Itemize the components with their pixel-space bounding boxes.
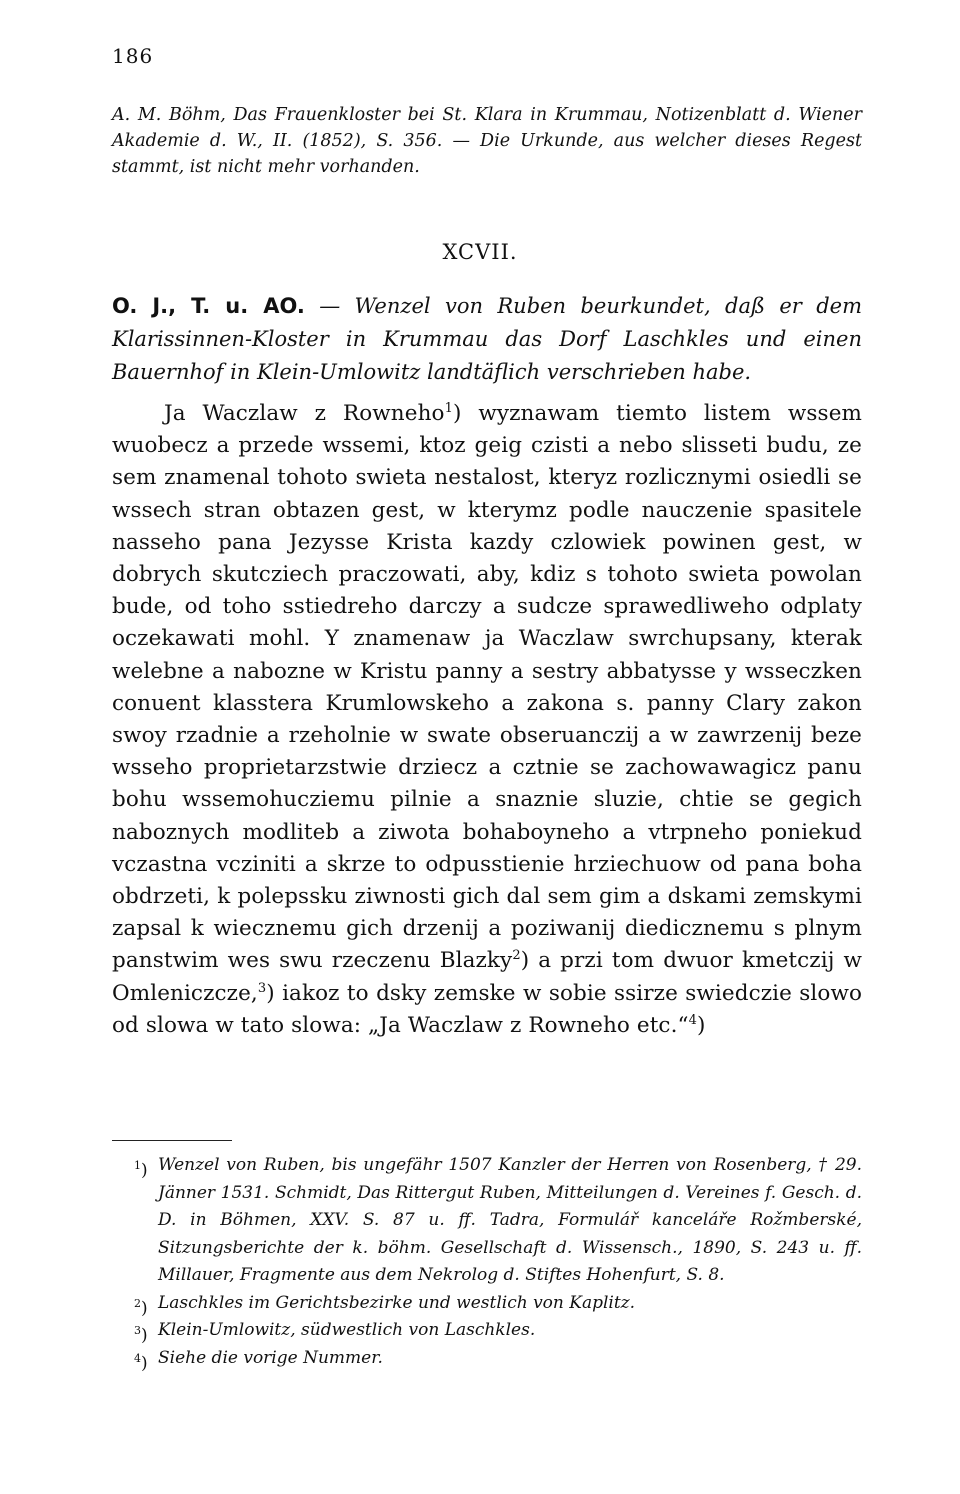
charter-text-part: Ja Waczlaw z Rowneho xyxy=(164,401,445,426)
charter-text xyxy=(112,398,862,1042)
footnote-reference[interactable]: 3 xyxy=(257,980,267,996)
footnote-item xyxy=(112,1290,862,1318)
footnote-marker: $^1$) xyxy=(134,1159,148,1181)
footnote-marker: $^3$) xyxy=(134,1324,148,1346)
page-number: 186 xyxy=(112,44,154,68)
charter-text-part: ) wyznawam tiemto listem wssem wuobecz a przede wssemi, ktoz geig czisti a nebo slisseti budu, ze sem znamenal tohoto swieta nestalost, kteryz rozlicznymi osiedli se wssech stran obtazen gest, w kterymz podle nauczenie spasitele nasseho pana Jezysse Krista kazdy czlowiek powinen gest, w dobrych skutcziech praczowati, aby, kdiz s tohoto swieta powolan bude, od toho sstiedreho darczy a sudcze sprawedliweho odplaty oczekawati mohl. Y znamenaw ja Waczlaw swrchupsany, kterak welebne a nabozne w Kristu panny a sestry abbatysse y wsseczken conuent klasstera Krumlowskeho a zakona s. panny Clary zakon swoy rzadnie a rzeholnie w swate obseruanczij a w zawrzenij beze wsseho proprietarzstwie drziecz a cztnie se zachowawagicz panu bohu wssemohucziemu pilnie a snaznie sluzie, chtie se gegich naboznych modliteb a ziwota bohaboyneho a vtrpneho poniekud vczastna vcziniti a skrze to odpusstienie hrziechuow od pana boha obdrzeti, k polepssku ziwnosti gich dal sem gim a dskami zemskymi zapsal k wiecznemu gich drzenij a poziwanij diedicznemu s plnym panstwim wes swu rzeczenu Blazky xyxy=(112,401,863,974)
charter-text-part: ) iakoz to dsky zemske w sobie ssirze swiedczie slowo od slowa w tato slowa: „Ja Waczlaw z Rowneho etc.“ xyxy=(112,980,862,1038)
footnotes xyxy=(112,1152,862,1372)
regest-abstract xyxy=(112,290,862,389)
footnote-marker: $^2$) xyxy=(134,1296,148,1319)
archive-sigla: O. J., T. u. AO. xyxy=(112,294,305,318)
section-heading: XCVII. xyxy=(442,240,518,264)
footnote-item xyxy=(112,1345,862,1373)
footnote-item xyxy=(112,1317,862,1345)
regest-summary: — Wenzel von Ruben beurkundet, daß er dem Klarissinnen-Kloster in Krummau das Dorf Laschkles und einen Bauernhof in Klein-Umlowitz landtäflich verschrieben habe. xyxy=(112,294,862,384)
charter-text-part: ) xyxy=(696,1012,706,1038)
footnote-marker: $^4$) xyxy=(134,1351,148,1374)
footnote-text: Laschkles im Gerichtsbezirke und westlich von Kaplitz. xyxy=(158,1292,636,1313)
footnote-divider xyxy=(112,1140,232,1141)
footnote-text: Siehe die vorige Nummer. xyxy=(158,1347,383,1368)
charter-text-part: ) a przi tom dwuor kmetczij w Omleniczcze, xyxy=(112,948,863,1006)
footnote-text: Wenzel von Ruben, bis ungefähr 1507 Kanzler der Herren von Rosenberg, † 29. Jänner 1531. Schmidt, Das Rittergut Ruben, Mitteilungen d. Vereines f. Gesch. d. D. in Böhmen, XXV. S. 87 u. ff. Tadra, Formulář kanceláře Rožmberské, Sitzungsberichte der k. böhm. Gesellschaft d. Wissensch., 1890, S. 243 u. ff. Millauer, Fragmente aus dem Nekrolog d. Stiftes Hohenfurt, S. 8. xyxy=(158,1155,862,1285)
source-note: A. M. Böhm, Das Frauenkloster bei St. Klara in Krummau, Notizenblatt d. Wiener Akademie d. W., II. (1852), S. 356. — Die Urkunde, aus welcher dieses Regest stammt, ist nicht mehr vorhanden. xyxy=(112,105,862,177)
footnote-reference[interactable]: 4 xyxy=(688,1012,697,1028)
footnote-text: Klein-Umlowitz, südwestlich von Laschkles. xyxy=(158,1320,536,1340)
footnote-reference[interactable]: 2 xyxy=(512,948,521,964)
footnote-item xyxy=(112,1152,862,1290)
footnote-reference[interactable]: 1 xyxy=(444,400,453,416)
